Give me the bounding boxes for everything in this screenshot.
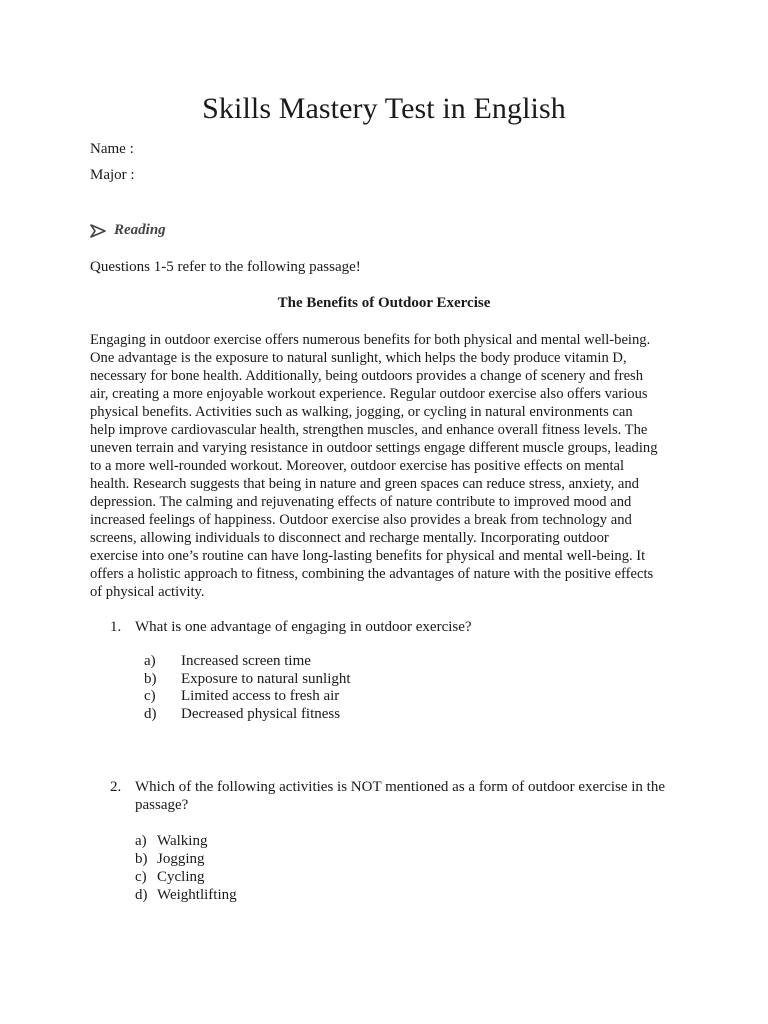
option-text: Limited access to fresh air [181,688,340,705]
option-letter: c) [144,688,156,705]
question-text: What is one advantage of engaging in outdoor exercise? [135,619,472,635]
section-heading [90,222,166,239]
question-1 [110,618,680,636]
option-letter: a) [144,653,156,669]
passage-instructions: Questions 1-5 refer to the following passage! [90,259,361,275]
passage-line: uneven terrain and varying resistance in outdoor settings engage different muscle groups, leading [90,440,658,456]
option-text: Cycling [157,869,205,885]
option-text: Weightlifting [157,887,237,903]
passage-line: to a more well-rounded workout. Moreover, outdoor exercise has positive effects on mental [90,458,625,474]
name-field-label: Name : [90,141,134,157]
option-a [144,653,351,671]
passage-line: air, creating a more enjoyable workout experience. Regular outdoor exercise also offers various [90,386,648,402]
passage-line: health. Research suggests that being in nature and green spaces can reduce stress, anxiety, and [90,476,639,492]
option-letter: d) [135,887,148,903]
major-field-label: Major : [90,167,135,183]
option-letter: d) [144,706,157,723]
section-label: Reading [114,222,166,238]
option-text: Exposure to natural sunlight [181,670,351,687]
option-a [135,832,237,850]
passage-line: Engaging in outdoor exercise offers numerous benefits for both physical and mental well-being. [90,332,651,348]
passage-line: increased feelings of happiness. Outdoor exercise also provides a break from technology and [90,512,632,528]
passage-line: screens, allowing individuals to disconnect and recharge mentally. Incorporating outdoor [90,530,609,546]
option-text: Walking [157,833,208,849]
option-c [144,688,351,706]
option-d [144,706,351,724]
question-number: 2. [110,779,122,795]
option-b [144,671,351,689]
passage-line: physical benefits. Activities such as walking, jogging, or cycling in natural environments can [90,404,633,420]
passage-body [90,331,680,601]
passage-title: The Benefits of Outdoor Exercise [277,295,491,311]
passage-line: necessary for bone health. Additionally, being outdoors provides a change of scenery and fresh [90,368,644,384]
question-number: 1. [110,619,122,635]
option-b [135,850,237,868]
option-text: Jogging [157,851,205,867]
question-2-options [135,832,237,904]
option-letter: c) [135,869,147,885]
option-text: Decreased physical fitness [181,706,341,723]
question-1-options [144,653,351,724]
question-text: Which of the following activities is NOT mentioned as a form of outdoor exercise in the passage? [135,779,666,813]
passage-line: of physical activity. [90,584,205,600]
question-2 [110,778,680,814]
option-letter: b) [144,670,157,687]
passage-line: help improve cardiovascular health, strengthen muscles, and enhance overall fitness levels. The [90,422,648,438]
passage-line: depression. The calming and rejuvenating effects of nature contribute to improved mood and [90,494,632,510]
option-d [135,886,237,904]
passage-line: offers a holistic approach to fitness, combining the advantages of nature with the positive effects [90,566,654,582]
arrow-bullet-icon [90,224,106,238]
option-letter: a) [135,833,147,849]
passage-line: One advantage is the exposure to natural sunlight, which helps the body produce vitamin D, [90,350,627,366]
option-letter: b) [135,851,148,867]
page-title: Skills Mastery Test in English [202,92,566,125]
passage-line: exercise into one’s routine can have long-lasting benefits for physical and mental well-being. It [90,548,646,564]
option-text: Increased screen time [181,653,311,669]
option-c [135,868,237,886]
